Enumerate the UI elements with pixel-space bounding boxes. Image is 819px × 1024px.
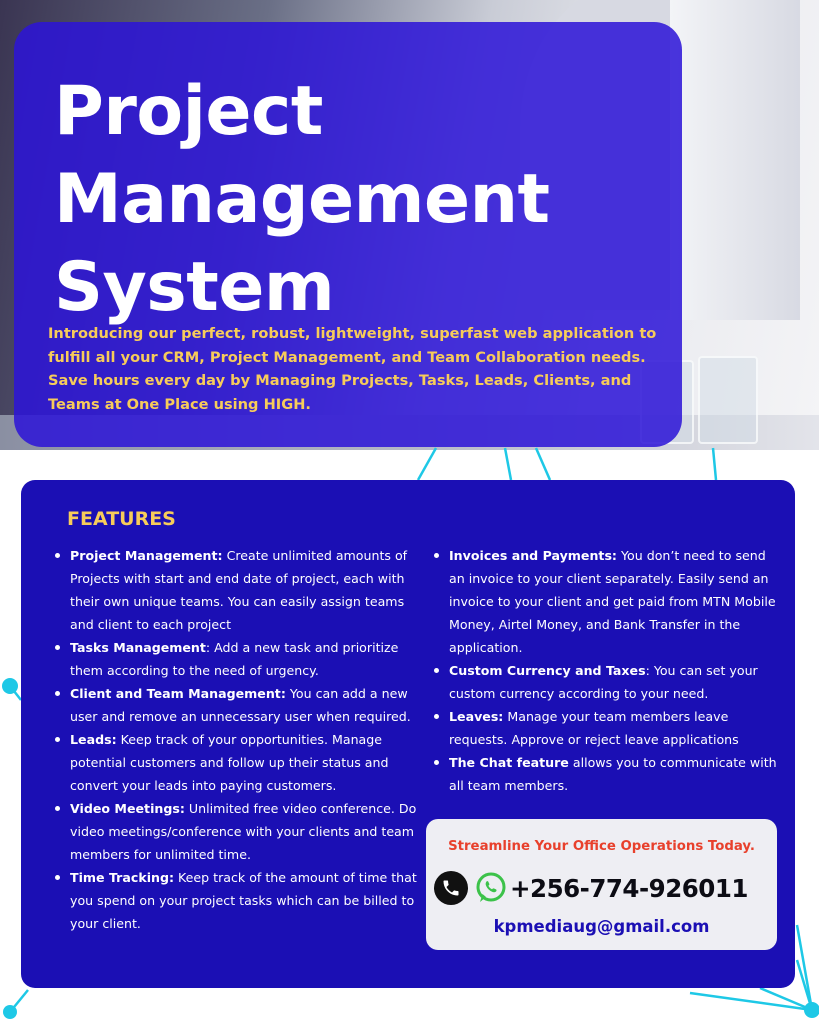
feature-item xyxy=(432,705,777,751)
feature-description: Manage your team members leave requests. Approve or reject leave applications xyxy=(449,709,739,747)
feature-item xyxy=(432,659,777,705)
feature-description: allows you to communicate with all team members. xyxy=(449,755,777,793)
feature-item xyxy=(53,866,418,935)
feature-description: Unlimited free video conference. Do video meetings/conference with your clients and team members for unlimited time. xyxy=(70,801,417,862)
feature-description: You can add a new user and remove an unnecessary user when required. xyxy=(70,686,411,724)
feature-description: Keep track of the amount of time that you spend on your project tasks which can be billed to your client. xyxy=(70,870,417,931)
whatsapp-icon[interactable] xyxy=(474,871,508,905)
feature-item xyxy=(53,636,418,682)
feature-name: Custom Currency and Taxes xyxy=(449,663,646,678)
feature-item xyxy=(432,544,777,659)
feature-name: Tasks Management xyxy=(70,640,206,655)
feature-item xyxy=(53,544,418,636)
features-heading: FEATURES xyxy=(67,508,176,530)
feature-description: Create unlimited amounts of Projects with start and end date of project, each with their own unique teams. You can easily assign teams and client to each project xyxy=(70,548,408,632)
features-list-right xyxy=(432,544,777,797)
feature-name: Leaves: xyxy=(449,709,504,724)
feature-description: : Add a new task and prioritize them according to the need of urgency. xyxy=(70,640,399,678)
phone-icon[interactable] xyxy=(434,871,468,905)
contact-card xyxy=(426,819,777,950)
phone-number[interactable]: +256-774-926011 xyxy=(510,873,748,903)
title-line-2: Management xyxy=(54,160,550,239)
feature-item xyxy=(53,682,418,728)
feature-name: Time Tracking: xyxy=(70,870,175,885)
phone-row[interactable] xyxy=(434,869,748,907)
title-line-1: Project xyxy=(54,72,323,151)
feature-description: Keep track of your opportunities. Manage potential customers and follow up their status and convert your leads into paying customers. xyxy=(70,732,389,793)
intro-text: Introducing our perfect, robust, lightweight, superfast web application to fulfill all your CRM, Project Management, and Team Collaboration needs. Save hours every day by Managing Projects, Tasks, Leads, Clients, and Teams at One Place using HIGH. xyxy=(48,325,657,413)
feature-name: Project Management: xyxy=(70,548,223,563)
email-link[interactable]: kpmediaug@gmail.com xyxy=(493,917,710,936)
feature-item xyxy=(53,797,418,866)
feature-name: The Chat feature xyxy=(449,755,569,770)
features-list-left xyxy=(53,544,418,935)
page-title xyxy=(54,68,550,332)
feature-name: Leads: xyxy=(70,732,117,747)
cta-tagline: Streamline Your Office Operations Today. xyxy=(448,839,755,854)
feature-name: Client and Team Management: xyxy=(70,686,286,701)
feature-item xyxy=(432,751,777,797)
feature-item xyxy=(53,728,418,797)
feature-description: You don’t need to send an invoice to your client separately. Easily send an invoice to your client and get paid from MTN Mobile Money, Airtel Money, and Bank Transfer in the application. xyxy=(449,548,776,655)
feature-name: Invoices and Payments: xyxy=(449,548,617,563)
title-line-3: System xyxy=(54,248,335,327)
feature-name: Video Meetings: xyxy=(70,801,185,816)
feature-description: : You can set your custom currency according to your need. xyxy=(449,663,758,701)
